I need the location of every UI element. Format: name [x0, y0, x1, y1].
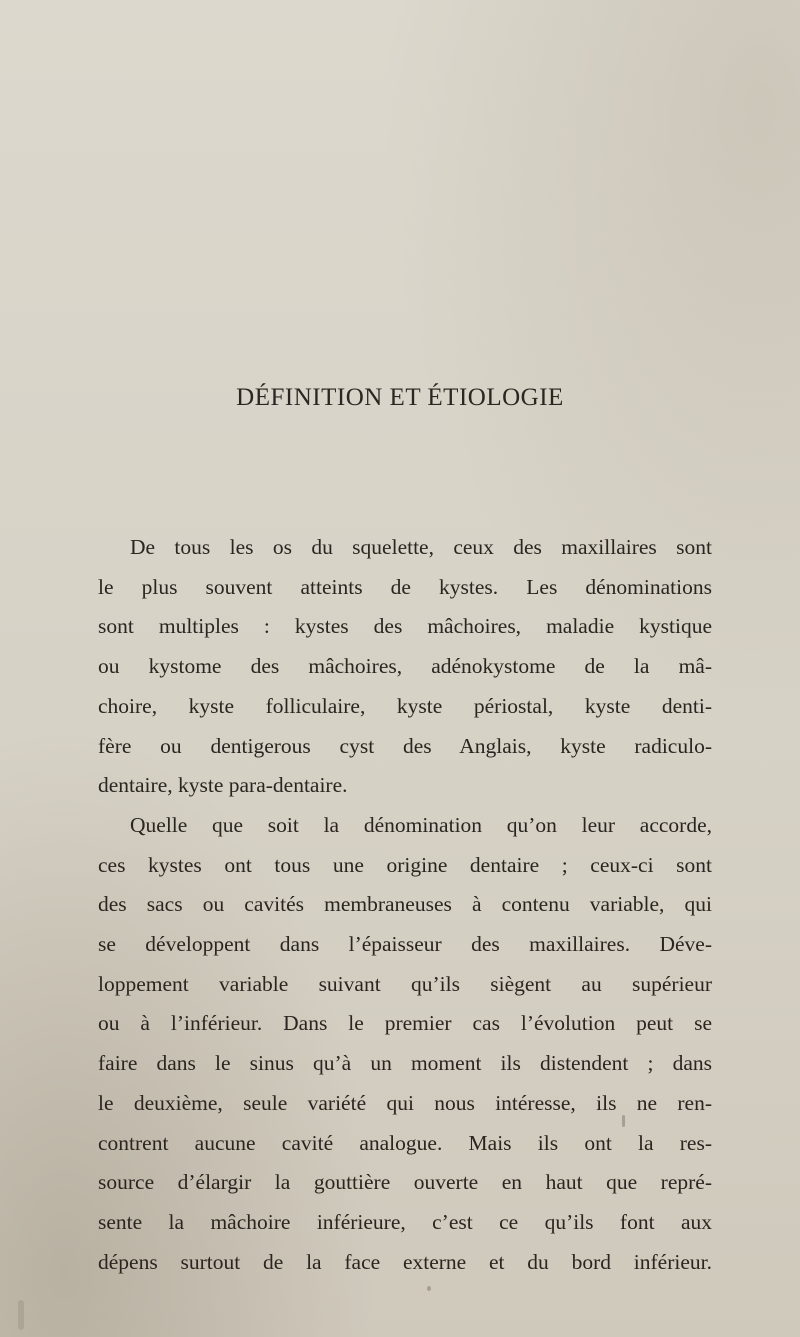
paper-speck [622, 1115, 625, 1127]
text-line: des sacs ou cavités membraneuses à contenu variable, qui [98, 892, 712, 917]
text-line: se développent dans l’épaisseur des maxillaires. Déve- [98, 932, 712, 957]
text-line: sente la mâchoire inférieure, c’est ce qu’ils font aux [98, 1209, 712, 1234]
text-line: choire, kyste folliculaire, kyste périostal, kyste denti- [98, 693, 712, 718]
text-line: dentaire, kyste para-dentaire. [98, 773, 348, 798]
paragraph-1 [98, 528, 712, 806]
text-line: fère ou dentigerous cyst des Anglais, kyste radiculo- [98, 733, 712, 758]
text-line: le deuxième, seule variété qui nous intéresse, ils ne ren- [98, 1090, 712, 1115]
paper-speck [427, 1286, 431, 1291]
text-line: loppement variable suivant qu’ils siègent au supérieur [98, 971, 712, 996]
paragraph-2 [98, 806, 712, 1282]
section-heading: DÉFINITION ET ÉTIOLOGIE [236, 384, 564, 411]
text-line: dépens surtout de la face externe et du bord inférieur. [98, 1249, 712, 1274]
text-line: De tous les os du squelette, ceux des maxillaires sont [130, 535, 712, 559]
paper-speck [18, 1300, 24, 1330]
text-line: Quelle que soit la dénomination qu’on leur accorde, [130, 812, 712, 837]
text-line: contrent aucune cavité analogue. Mais ils ont la res- [98, 1130, 712, 1155]
body-text [98, 528, 712, 1282]
text-line: source d’élargir la gouttière ouverte en haut que repré- [98, 1170, 712, 1195]
text-line: le plus souvent atteints de kystes. Les dénominations [98, 574, 712, 599]
text-line: faire dans le sinus qu’à un moment ils distendent ; dans [98, 1051, 712, 1076]
text-line: ou à l’inférieur. Dans le premier cas l’évolution peut se [98, 1011, 712, 1036]
text-line: ces kystes ont tous une origine dentaire ; ceux-ci sont [98, 852, 712, 877]
text-line: ou kystome des mâchoires, adénokystome de la mâ- [98, 654, 712, 679]
text-line: sont multiples : kystes des mâchoires, maladie kystique [98, 614, 712, 639]
